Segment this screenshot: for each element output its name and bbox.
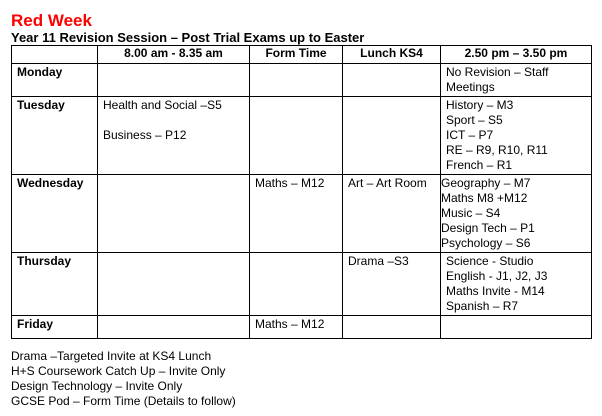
cell-lunch (343, 97, 441, 175)
session-entry: History – M3 (446, 98, 514, 112)
document-title: Red Week (11, 11, 92, 30)
session-entry (103, 113, 244, 128)
session-entry: Art – Art Room (348, 176, 427, 190)
day-label: Monday (12, 64, 98, 97)
note-line: GCSE Pod – Form Time (Details to follow) (11, 394, 236, 408)
cell-form-time (250, 97, 343, 175)
session-entry: Maths Invite - M14 (446, 284, 545, 298)
session-entry: ICT – P7 (446, 128, 494, 142)
cell-morning (98, 97, 250, 175)
day-label: Friday (12, 316, 98, 339)
session-entry: Design Tech – P1 (441, 221, 535, 235)
timetable-header-row (12, 46, 592, 64)
session-entry: Drama –S3 (348, 254, 409, 268)
timetable-body (12, 64, 592, 339)
day-label: Thursday (12, 253, 98, 316)
timetable-row (12, 64, 592, 97)
session-entry: Spanish – R7 (446, 299, 519, 313)
cell-afternoon (441, 316, 592, 339)
timetable-row (12, 316, 592, 339)
cell-lunch (343, 175, 441, 253)
header-morning-slot: 8.00 am - 8.35 am (98, 46, 250, 64)
header-lunch-ks4: Lunch KS4 (343, 46, 441, 64)
note-line: Drama –Targeted Invite at KS4 Lunch (11, 349, 212, 363)
session-entry: RE – R9, R10, R11 (446, 143, 548, 157)
session-entry: French – R1 (446, 158, 513, 172)
session-entry: Sport – S5 (446, 113, 503, 127)
session-entry: Meetings (446, 80, 495, 94)
cell-lunch (343, 253, 441, 316)
header-afternoon-slot: 2.50 pm – 3.50 pm (441, 46, 592, 64)
session-entry: No Revision – Staff (446, 65, 549, 79)
session-entry: Psychology – S6 (441, 236, 531, 250)
session-entry: Maths – M12 (255, 317, 325, 331)
session-entry: Maths – M12 (255, 176, 325, 190)
notes-section (11, 349, 236, 409)
note-line: H+S Coursework Catch Up – Invite Only (11, 364, 226, 378)
document-subtitle: Year 11 Revision Session – Post Trial Exams up to Easter (11, 30, 365, 45)
revision-timetable (11, 45, 592, 339)
header-day (12, 46, 98, 64)
cell-form-time (250, 253, 343, 316)
cell-morning (98, 253, 250, 316)
session-entry: Music – S4 (441, 206, 501, 220)
cell-afternoon (441, 175, 592, 253)
cell-afternoon (441, 64, 592, 97)
cell-afternoon (441, 97, 592, 175)
session-entry: English - J1, J2, J3 (446, 269, 548, 283)
cell-form-time (250, 175, 343, 253)
cell-afternoon (441, 253, 592, 316)
cell-morning (98, 316, 250, 339)
note-line: Design Technology – Invite Only (11, 379, 183, 393)
session-entry: Science - Studio (446, 254, 534, 268)
session-entry: Health and Social –S5 (103, 98, 222, 112)
timetable-row (12, 253, 592, 316)
session-entry: Business – P12 (103, 128, 187, 142)
cell-lunch (343, 316, 441, 339)
cell-form-time (250, 316, 343, 339)
cell-form-time (250, 64, 343, 97)
session-entry: Maths M8 +M12 (441, 191, 528, 205)
session-entry: Geography – M7 (441, 176, 531, 190)
timetable-row (12, 175, 592, 253)
cell-morning (98, 175, 250, 253)
header-form-time: Form Time (250, 46, 343, 64)
cell-morning (98, 64, 250, 97)
day-label: Tuesday (12, 97, 98, 175)
cell-lunch (343, 64, 441, 97)
timetable-row (12, 97, 592, 175)
day-label: Wednesday (12, 175, 98, 253)
